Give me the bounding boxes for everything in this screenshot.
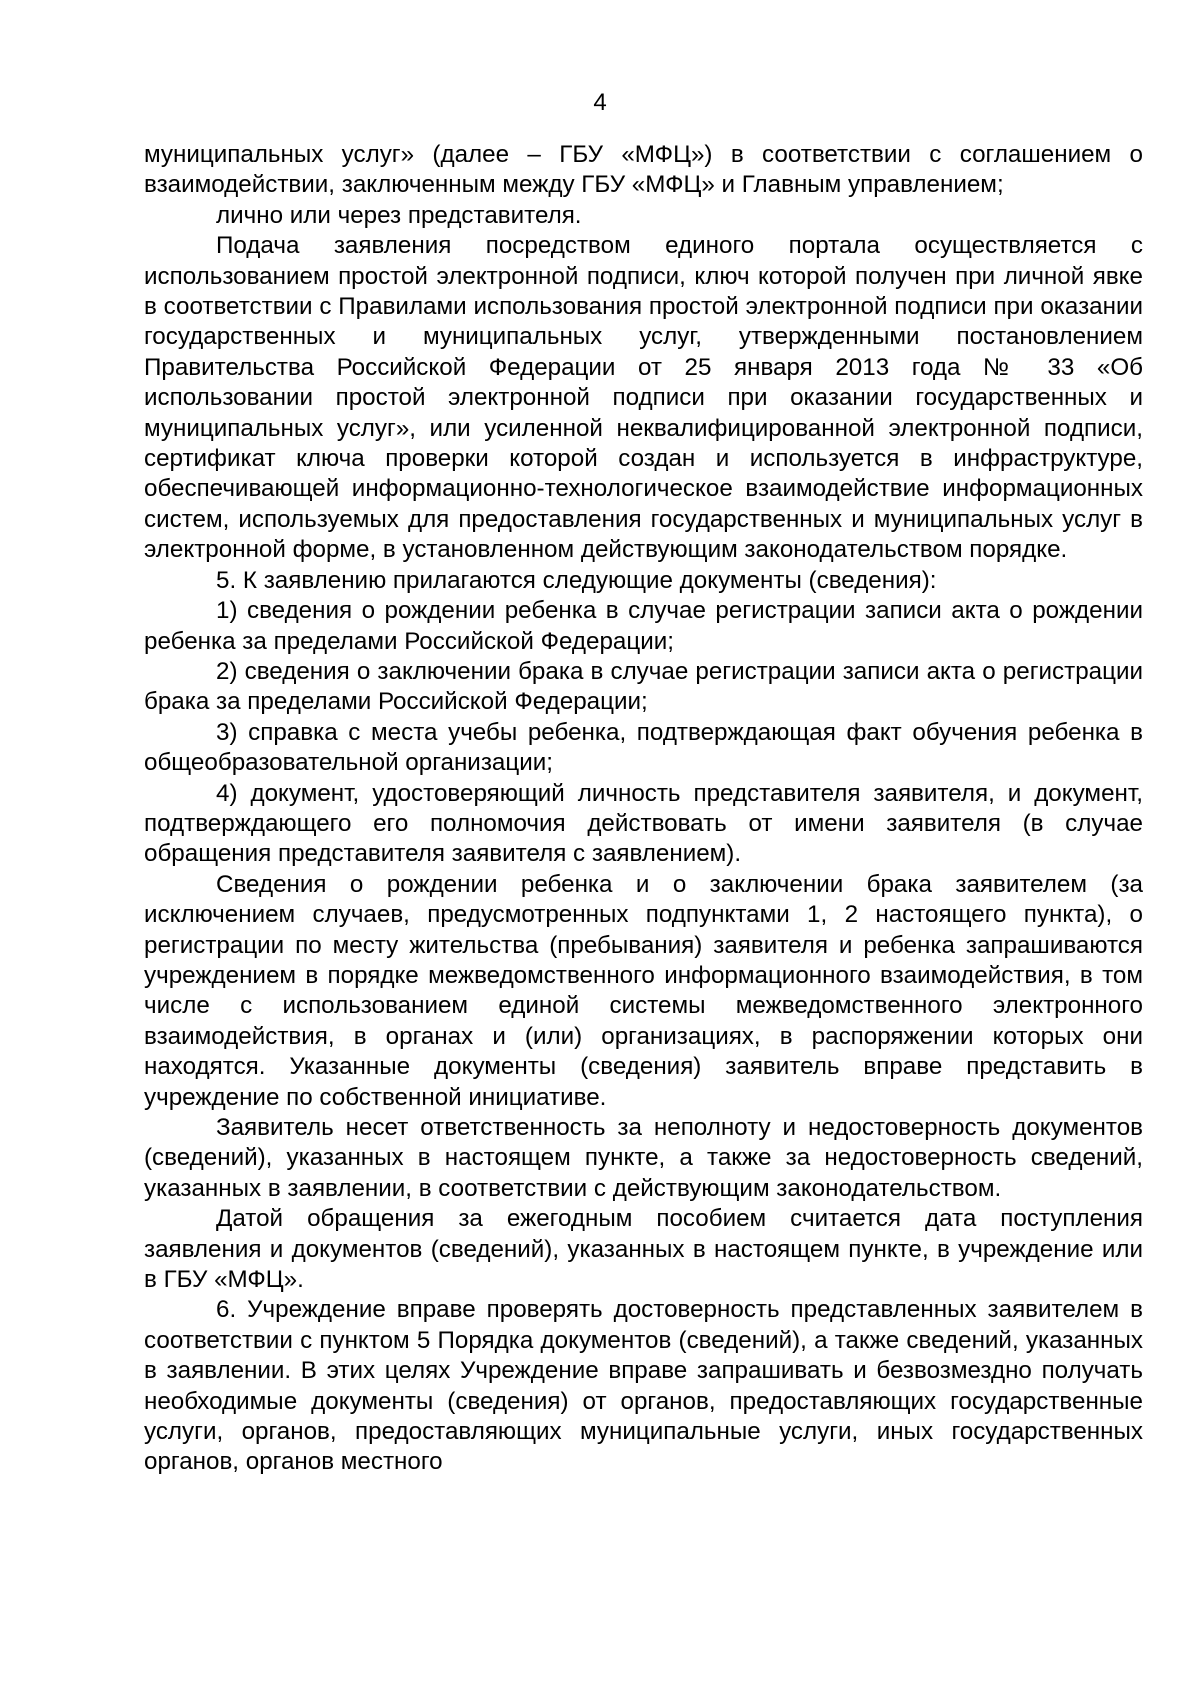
paragraph-subitem-1: 1) сведения о рождении ребенка в случае регистрации записи акта о рождении ребенка за пределами Российской Федерации; <box>144 597 1143 655</box>
paragraph-subitem-4: 4) документ, удостоверяющий личность представителя заявителя, и документ, подтверждающего его полномочия действовать от имени заявителя (в случае обращения представителя заявителя с заявлением). <box>144 779 1143 868</box>
page-number: 4 <box>593 89 607 116</box>
paragraph-item-5: 5. К заявлению прилагаются следующие документы (сведения): <box>216 566 937 594</box>
paragraph-application-date: Датой обращения за ежегодным пособием считается дата поступления заявления и документов (сведений), указанных в настоящем пункте, в учреждение или в ГБУ «МФЦ». <box>144 1205 1143 1294</box>
paragraph-responsibility: Заявитель несет ответственность за неполноту и недостоверность документов (сведений), указанных в настоящем пункте, а также за недостоверность сведений, указанных в заявлении, в соответствии с действующим законодательством. <box>144 1114 1143 1202</box>
paragraph-interagency-requests: Сведения о рождении ребенка и о заключении брака заявителем (за исключением случаев, предусмотренных подпунктами 1, 2 настоящего пункта), о регистрации по месту жительства (пребывания) заявителя и ребенка запрашиваются учреждением в порядке межведомственного информационного взаимодействия, в том числе с использованием единой системы межведомственного электронного взаимодействия, в органах и (или) организациях, в распоряжении которых они находятся. Указанные документы (сведения) заявитель вправе представить в учреждение по собственной инициативе. <box>144 870 1143 1111</box>
document-body <box>144 140 1143 1478</box>
paragraph-personally: лично или через представителя. <box>216 201 582 229</box>
paragraph-continuation: муниципальных услуг» (далее – ГБУ «МФЦ») в соответствии с соглашением о взаимодействии, заключенным между ГБУ «МФЦ» и Главным управлением; <box>144 141 1143 199</box>
paragraph-subitem-2: 2) сведения о заключении брака в случае регистрации записи акта о регистрации брака за пределами Российской Федерации; <box>144 657 1143 716</box>
paragraph-subitem-3: 3) справка с места учебы ребенка, подтверждающая факт обучения ребенка в общеобразовательной организации; <box>144 718 1143 777</box>
paragraph-item-6: 6. Учреждение вправе проверять достоверность представленных заявителем в соответствии с пунктом 5 Порядка документов (сведений), а также сведений, указанных в заявлении. В этих целях Учреждение вправе запрашивать и безвозмездно получать необходимые документы (сведения) от органов, предоставляющих государственные услуги, органов, предоставляющих муниципальные услуги, иных государственных органов, органов местного <box>144 1296 1143 1476</box>
paragraph-electronic-signature: Подача заявления посредством единого портала осуществляется с использованием простой электронной подписи, ключ которой получен при личной явке в соответствии с Правилами использования простой электронной подписи при оказании государственных и муниципальных услуг, утвержденными постановлением Правительства Российской Федерации от 25 января 2013 года № 33 «Об использовании простой электронной подписи при оказании государственных и муниципальных услуг», или усиленной неквалифицированной электронной подписи, сертификат ключа проверки которой создан и используется в инфраструктуре, обеспечивающей информационно-технологическое взаимодействие информационных систем, используемых для предоставления государственных и муниципальных услуг в электронной форме, в установленном действующим законодательством порядке. <box>144 232 1143 564</box>
